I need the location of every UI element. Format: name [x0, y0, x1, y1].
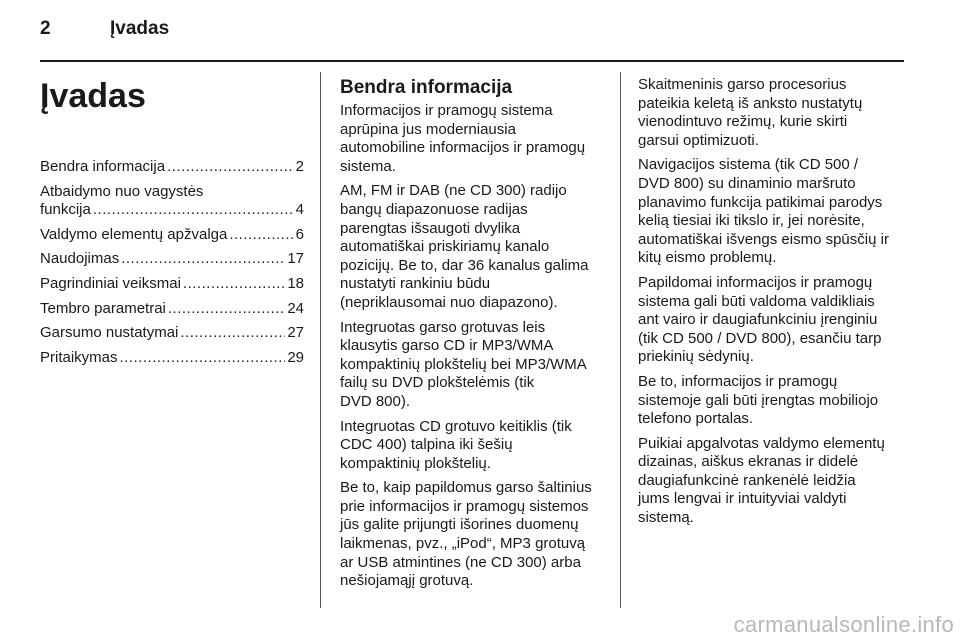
toc-entry-pagrindiniai-veiksmai[interactable]: [40, 275, 304, 294]
toc-leader: [93, 201, 294, 220]
body-column-middle: [340, 76, 606, 597]
toc-entry-page: 17: [287, 250, 304, 268]
toc-leader: [120, 349, 286, 368]
column-divider-1: [320, 72, 321, 608]
paragraph: Puikiai apgalvotas valdymo elementų dizainas, aiškus ekranas ir didelė daugiafunkcinė rankenėlė leidžia jums lengvai ir intuityviai valdyti sistemą.: [638, 434, 885, 527]
toc-entry-page: 27: [287, 324, 304, 342]
page-header: [40, 18, 900, 48]
toc-title: Įvadas: [40, 77, 146, 115]
paragraph: Be to, informacijos ir pramogų sistemoje gali būti įrengtas mobiliojo telefono portalas.: [638, 372, 879, 428]
paragraph: Navigacijos sistema (tik CD 500 / DVD 800) su dinaminio maršruto planavimo funkcija patikimai parodys kelią tiesiai iki tikslo ir, jei norėsite, automatiškai išvengs eismo spūsčių ir kitų eismo problemų.: [638, 156, 889, 267]
toc-entry-label: Pritaikymas: [40, 348, 118, 366]
toc-entry-label: Garsumo nustatymai: [40, 324, 179, 342]
paragraph: Integruotas CD grotuvo keitiklis (tik CDC 400) talpina iki šešių kompaktinių plokštelių.: [340, 417, 572, 472]
toc-entry-label: funkcija: [40, 201, 91, 219]
watermark-text: carmanualsonline.info: [733, 612, 954, 637]
page-number: 2: [40, 18, 51, 39]
toc-entry-label: Naudojimas: [40, 250, 120, 268]
toc-entry-page: 2: [295, 158, 304, 175]
paragraph: Informacijos ir pramogų sistema aprūpina jus moderniausia automobiline informacijos ir pramogų sistema.: [340, 102, 586, 175]
toc-entry-page: 18: [287, 274, 304, 292]
body-column-right: [638, 76, 904, 534]
paragraph: Integruotas garso grotuvas leis klausytis garso CD ir MP3/WMA kompaktinių plokštelių bei MP3/WMA failų su DVD plokštelėmis (tik DVD 800).: [340, 318, 587, 410]
toc-entry-pritaikymas[interactable]: [40, 349, 304, 368]
paragraph: Skaitmeninis garso procesorius pateikia keletą iš anksto nustatytų vienodintuvo režimų, kurie skirti garsui optimizuoti.: [638, 76, 863, 149]
toc-entry-page: 4: [295, 201, 304, 219]
toc-leader: [180, 324, 285, 343]
toc-entry-garsumo-nustatymai[interactable]: [40, 324, 304, 343]
toc-entry-label: Valdymo elementų apžvalga: [40, 225, 228, 243]
toc-leader: [121, 250, 285, 269]
toc-leader: [167, 158, 294, 177]
toc-entry-tembro-parametrai[interactable]: [40, 300, 304, 319]
toc-entry-atbaidymo[interactable]: [40, 183, 304, 220]
toc-entry-page: 24: [287, 299, 304, 317]
toc-column: [40, 76, 304, 373]
toc-leader: [168, 300, 285, 319]
toc-leader: [183, 275, 285, 294]
toc-entry-naudojimas[interactable]: [40, 250, 304, 269]
toc-entry-label: Pagrindiniai veiksmai: [40, 274, 181, 292]
toc-entry-bendra-informacija[interactable]: [40, 158, 304, 177]
header-rule: [40, 60, 904, 62]
paragraph: Be to, kaip papildomus garso šaltinius prie informacijos ir pramogų sistemos jūs galite prijungti išorines duomenų laikmenas, pvz., „iPod“, MP3 grotuvą ar USB atmintines (ne CD 300) arba nešiojamąjį grotuvą.: [340, 479, 592, 590]
toc-entry-label: Tembro parametrai: [40, 299, 166, 317]
section-title: Bendra informacija: [340, 77, 513, 98]
toc-entry-label: Bendra informacija: [40, 158, 166, 175]
toc-entry-page: 6: [295, 225, 304, 243]
toc-entry-label-line1: Atbaidymo nuo vagystės: [40, 182, 204, 200]
paragraph: AM, FM ir DAB (ne CD 300) radijo bangų diapazonuose radijas parengtas išsaugoti dvylika automatiškai priskiriamų kanalo pozicijų. Be to, dar 36 kanalus galima nustatyti rankiniu būdu (nepriklausomai nuo diapazono).: [340, 182, 589, 311]
toc-entry-valdymo-elementu[interactable]: [40, 226, 304, 245]
paragraph: Papildomai informacijos ir pramogų sistema gali būti valdoma valdikliais ant vairo ir daugiafunkciniu įrenginiu (tik CD 500 / DVD 800), esančiu tarp priekinių sėdynių.: [638, 273, 882, 366]
toc-leader: [229, 226, 293, 245]
column-divider-2: [620, 72, 621, 608]
toc-entry-page: 29: [287, 348, 304, 366]
chapter-title: Įvadas: [110, 18, 170, 39]
